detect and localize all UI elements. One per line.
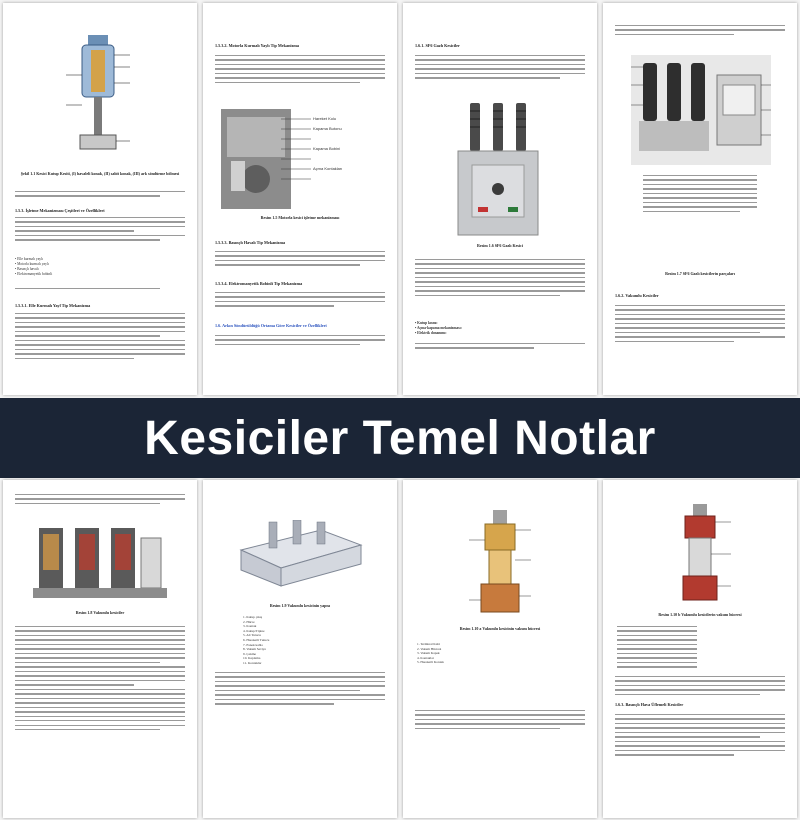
list-item: • Kutup kısmı: — [415, 321, 438, 325]
body-text — [15, 494, 185, 507]
chamber-parts-list — [417, 642, 444, 665]
body-text — [415, 710, 585, 732]
section-heading: 1.5.3.4. Elektromanyetik Bobinli Tip Mekanizma — [215, 281, 303, 286]
vacuum-breakers-photo — [33, 524, 167, 602]
list-item: 4. Kontaklar — [417, 655, 434, 660]
figure-caption: Resim 1.9 Vakumlu kesicinin yapısı — [269, 603, 331, 608]
body-text — [15, 191, 185, 200]
body-text — [215, 55, 385, 86]
document-page-4 — [603, 3, 797, 395]
list-item: 2. Hücre — [243, 619, 255, 624]
body-text — [15, 626, 185, 734]
mechanism-list — [15, 257, 185, 277]
list-item: 9. Çekme — [243, 651, 256, 656]
figure-caption: Resim 1.10 b Vakumlu kesicilerin vakum hücresi — [658, 612, 742, 617]
structure-parts-list — [243, 615, 269, 666]
title-banner — [0, 398, 800, 478]
list-item: 5. Hareketli Kontak — [417, 660, 444, 665]
list-item: 3. Vakum Kapak — [417, 651, 440, 656]
document-page-5 — [3, 480, 197, 818]
document-page-6 — [203, 480, 397, 818]
list-item: • Basınçlı havalı — [15, 267, 39, 271]
section-heading: 1.5.3.3. Basınçlı Havalı Tip Mekanizma — [215, 240, 286, 245]
vacuum-chamber-drawing-b — [665, 504, 735, 604]
banner-title: Kesiciler Temel Notlar — [144, 411, 656, 465]
figure-caption: Resim 1.5 Motorla kesici işletme mekanizması — [260, 215, 340, 220]
list-item: • Açma-kapama mekanizması: — [415, 326, 462, 330]
body-text — [415, 343, 585, 352]
list-item: 3. Kontak — [243, 624, 257, 629]
list-item: 1. Kutup çıkış — [243, 615, 263, 619]
document-page-2 — [203, 3, 397, 395]
body-text — [15, 313, 185, 362]
body-text — [615, 25, 785, 38]
section-heading: 1.5.3.1. Elle Kurmalı Yayl Tip Mekanizma — [15, 303, 91, 308]
vacuum-chamber-drawing-a — [465, 510, 535, 620]
figure-caption: Resim 1.6 SF6 Gazlı Kesici — [477, 243, 523, 248]
list-item: • Elle kurmalı yaylı — [15, 257, 44, 261]
document-page-8 — [603, 480, 797, 818]
section-heading: 1.6.2. Vakumlu Kesiciler — [615, 293, 659, 298]
figure-caption: Resim 1.10 a Vakumlu kesicinin vakum hücresi — [459, 626, 541, 631]
list-item: • Motorla kurmalı yaylı — [15, 262, 49, 266]
document-page-3 — [403, 3, 597, 395]
body-text — [15, 288, 185, 292]
body-text — [215, 251, 385, 269]
figure-caption: Şekil 1.1 Kesici Kutup Kesiti, (I) havaleli konak, (II) sabit konak, (III) ark söndürme bölmesi — [20, 171, 180, 176]
list-item: 10. Kaplama — [243, 656, 261, 661]
breaker-pole-section-drawing — [58, 35, 138, 165]
section-heading: 1.5.3.2. Motorla Kurmalı Yaylı Tip Mekanizma — [215, 43, 300, 48]
parts-legend — [617, 626, 697, 671]
vacuum-breaker-structure-drawing — [231, 520, 369, 590]
section-heading: 1.6. Arkın Söndürüldüğü Ortama Göre Kesiciler ve Özellikleri — [215, 323, 327, 328]
parts-legend — [643, 175, 757, 215]
sf6-breaker-parts-photo — [631, 55, 771, 165]
figure-caption: Resim 1.8 Vakumlu kesiciler — [75, 610, 125, 615]
body-text — [415, 259, 585, 299]
section-heading: 1.6.1. SF6 Gazlı Kesiciler — [415, 43, 460, 48]
body-text — [415, 55, 585, 82]
list-item: 11. Kontaklar — [243, 660, 262, 665]
body-text — [615, 714, 785, 759]
list-item: 5. Alt Tutucu — [243, 633, 261, 638]
component-list — [415, 321, 585, 336]
list-item: 1. Terminal Kabi — [417, 642, 440, 646]
body-text — [615, 305, 785, 345]
svg-text:Kapama Bobini: Kapama Bobini — [313, 146, 341, 151]
body-text — [215, 672, 385, 708]
list-item: 8. Vakum Seviye — [243, 647, 267, 652]
list-item: 4. Kutup/Tipine — [243, 628, 265, 633]
list-item: 6. Hareketli Tutucu — [243, 637, 270, 642]
svg-text:Hareket Kolu: Hareket Kolu — [313, 116, 337, 121]
svg-text:Kapama Butonu: Kapama Butonu — [313, 126, 342, 131]
body-text — [15, 217, 185, 244]
body-text — [215, 335, 385, 348]
figure-caption: Resim 1.7 SF6 Gazlı kesicilerin parçaları — [665, 271, 735, 276]
svg-text:Açma Kontakları: Açma Kontakları — [313, 166, 343, 171]
body-text — [215, 292, 385, 310]
document-page-1 — [3, 3, 197, 395]
motor-mechanism-photo — [221, 109, 381, 209]
section-heading: 1.5.3. İşletme Mekanizması Çeşitleri ve Özellikleri — [15, 208, 105, 213]
list-item: 7. Esnek kablo — [243, 642, 264, 647]
list-item: 2. Vakum Hücresi — [417, 646, 442, 651]
section-heading: 1.6.3. Basınçlı Hava Üflemeli Kesiciler — [615, 702, 684, 707]
list-item: • Elektromanyetik bobinli — [15, 272, 53, 276]
sf6-breaker-photo — [448, 103, 548, 238]
list-item: • Elektrik donanımı: — [415, 331, 447, 335]
document-page-7 — [403, 480, 597, 818]
body-text — [615, 676, 785, 698]
